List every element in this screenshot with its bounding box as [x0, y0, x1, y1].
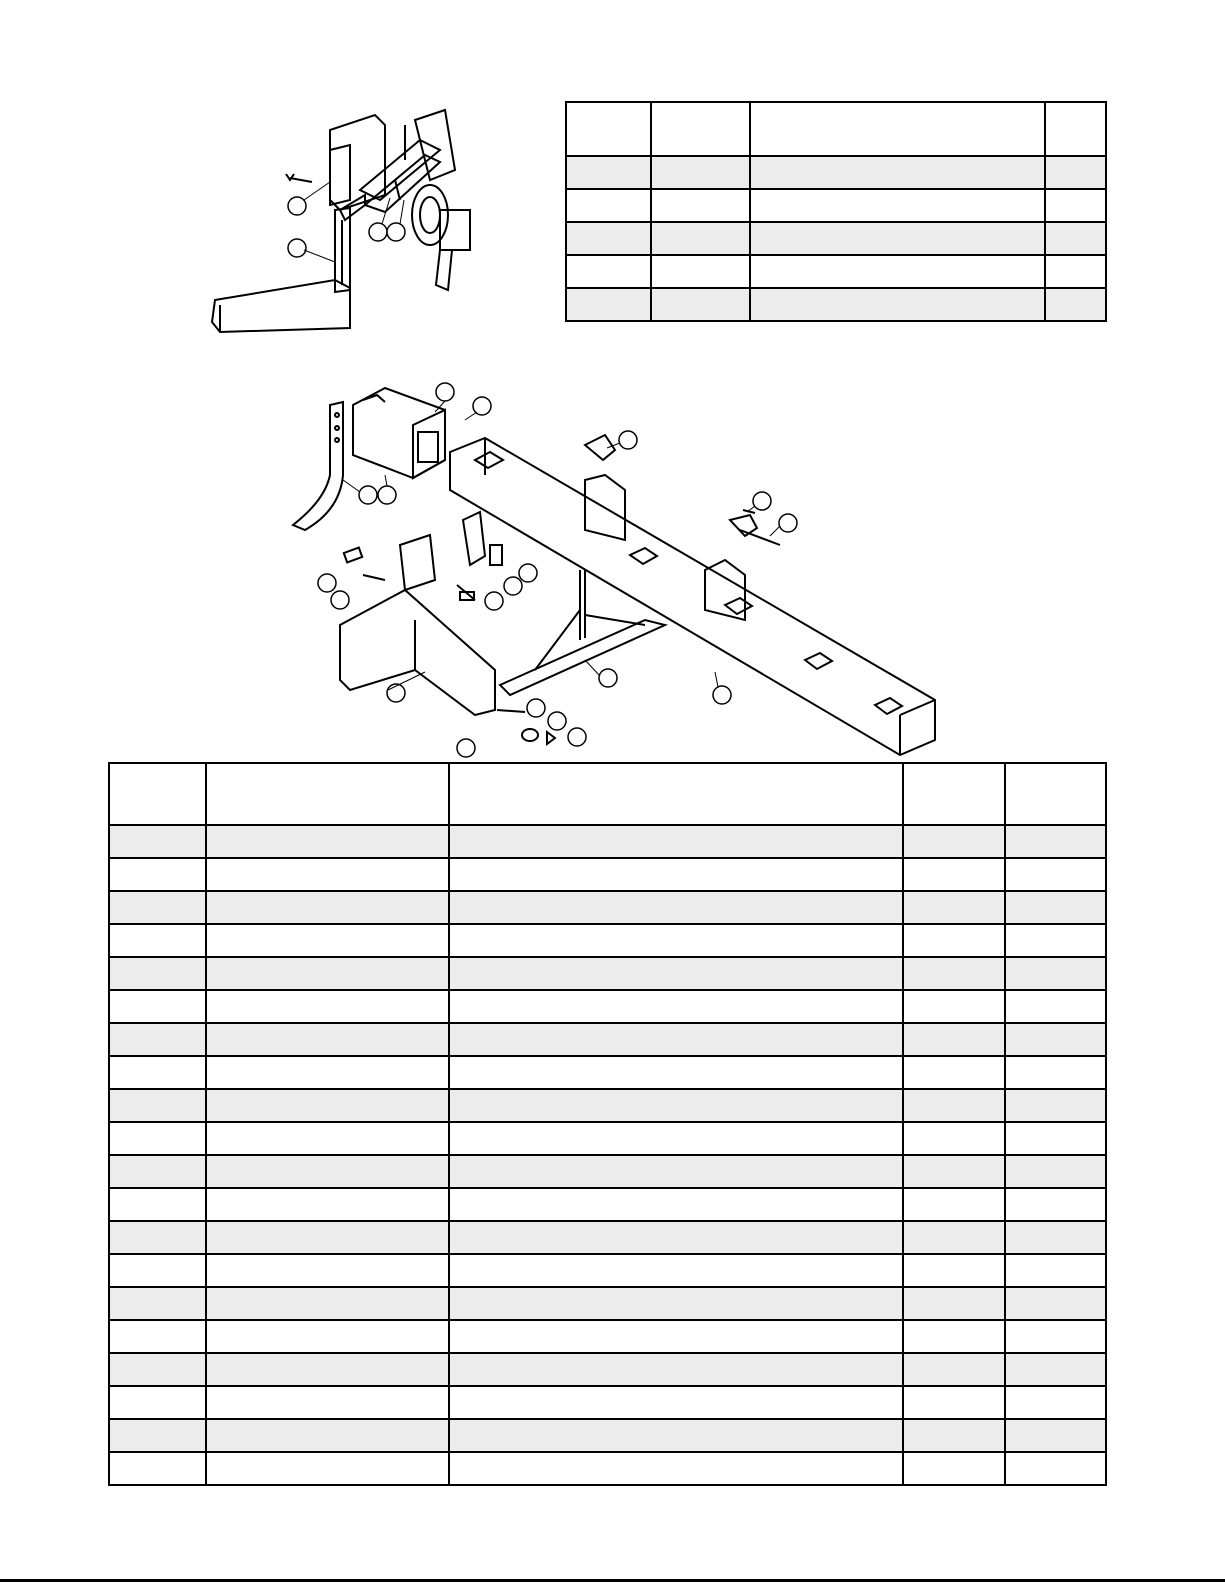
table-cell	[109, 1386, 206, 1419]
table-cell	[206, 1320, 449, 1353]
table-cell	[206, 1023, 449, 1056]
table-cell	[206, 1155, 449, 1188]
table-cell	[109, 858, 206, 891]
table-cell	[1005, 990, 1106, 1023]
table-row	[566, 189, 1106, 222]
table-cell	[206, 1188, 449, 1221]
table-cell	[750, 222, 1045, 255]
bottom-table-header-cell	[206, 763, 449, 825]
table-cell	[1005, 1386, 1106, 1419]
callout-circle	[359, 486, 377, 504]
table-cell	[1005, 1254, 1106, 1287]
table-row	[109, 924, 1106, 957]
table-cell	[651, 156, 750, 189]
table-cell	[1005, 924, 1106, 957]
table-row	[109, 1452, 1106, 1485]
bottom-table-header-cell	[903, 763, 1005, 825]
callout-circle	[548, 712, 566, 730]
table-cell	[651, 255, 750, 288]
table-cell	[903, 858, 1005, 891]
top-table-header-cell	[750, 102, 1045, 156]
table-cell	[566, 156, 651, 189]
table-cell	[750, 189, 1045, 222]
table-cell	[109, 1155, 206, 1188]
table-cell	[206, 1089, 449, 1122]
bottom-parts-table	[108, 762, 1107, 1486]
callout-circle	[436, 383, 454, 401]
table-row	[566, 222, 1106, 255]
table-cell	[903, 891, 1005, 924]
callout-circle	[387, 223, 405, 241]
table-cell	[109, 924, 206, 957]
table-cell	[449, 1023, 903, 1056]
table-row	[109, 1254, 1106, 1287]
table-cell	[1005, 1155, 1106, 1188]
table-cell	[651, 288, 750, 321]
callout-circle	[378, 486, 396, 504]
footer-rule	[0, 1579, 1225, 1582]
table-cell	[903, 924, 1005, 957]
table-cell	[651, 222, 750, 255]
top-table-header-cell	[566, 102, 651, 156]
table-cell	[109, 1254, 206, 1287]
table-row	[566, 288, 1106, 321]
table-cell	[566, 222, 651, 255]
callout-circle	[457, 739, 475, 757]
table-cell	[206, 825, 449, 858]
callout-circle	[504, 577, 522, 595]
table-cell	[903, 990, 1005, 1023]
table-cell	[1045, 156, 1106, 189]
table-cell	[109, 1056, 206, 1089]
table-cell	[1005, 1122, 1106, 1155]
table-cell	[903, 1353, 1005, 1386]
table-cell	[109, 1188, 206, 1221]
bottom-table-header-cell	[449, 763, 903, 825]
table-cell	[1005, 1287, 1106, 1320]
table-cell	[903, 1023, 1005, 1056]
table-cell	[449, 1419, 903, 1452]
table-row	[566, 156, 1106, 189]
table-cell	[651, 189, 750, 222]
table-cell	[903, 1419, 1005, 1452]
callout-circle	[753, 492, 771, 510]
table-cell	[109, 957, 206, 990]
table-cell	[109, 1452, 206, 1485]
table-cell	[903, 1188, 1005, 1221]
table-cell	[1005, 1221, 1106, 1254]
table-cell	[449, 1188, 903, 1221]
table-cell	[449, 1353, 903, 1386]
table-cell	[1045, 189, 1106, 222]
table-cell	[206, 1386, 449, 1419]
table-cell	[109, 1089, 206, 1122]
table-cell	[449, 957, 903, 990]
table-cell	[903, 1320, 1005, 1353]
table-cell	[750, 288, 1045, 321]
table-cell	[903, 957, 1005, 990]
table-cell	[566, 189, 651, 222]
callout-circle	[288, 197, 306, 215]
table-cell	[449, 1254, 903, 1287]
table-cell	[1005, 1056, 1106, 1089]
table-cell	[1005, 957, 1106, 990]
table-row	[109, 1287, 1106, 1320]
callout-circle	[527, 699, 545, 717]
table-cell	[109, 1287, 206, 1320]
table-cell	[206, 1254, 449, 1287]
table-cell	[109, 891, 206, 924]
table-cell	[109, 1320, 206, 1353]
table-cell	[1005, 1188, 1106, 1221]
table-row	[109, 891, 1106, 924]
table-row	[109, 1056, 1106, 1089]
callout-circle	[318, 574, 336, 592]
table-cell	[449, 858, 903, 891]
table-cell	[206, 1353, 449, 1386]
table-cell	[449, 1320, 903, 1353]
table-row	[109, 1320, 1106, 1353]
callout-circle	[568, 728, 586, 746]
callout-circle	[387, 684, 405, 702]
table-cell	[109, 1122, 206, 1155]
table-cell	[449, 1155, 903, 1188]
table-cell	[206, 1056, 449, 1089]
table-cell	[1005, 891, 1106, 924]
table-cell	[206, 1221, 449, 1254]
table-cell	[206, 1419, 449, 1452]
table-cell	[1005, 1452, 1106, 1485]
top-parts-table	[565, 101, 1107, 322]
table-cell	[750, 255, 1045, 288]
callout-circle	[485, 592, 503, 610]
table-cell	[903, 1122, 1005, 1155]
table-row	[566, 255, 1106, 288]
table-cell	[449, 1056, 903, 1089]
table-cell	[1005, 1320, 1106, 1353]
table-cell	[109, 1419, 206, 1452]
table-cell	[449, 924, 903, 957]
table-cell	[109, 1221, 206, 1254]
table-cell	[206, 1287, 449, 1320]
table-cell	[449, 825, 903, 858]
table-cell	[903, 1254, 1005, 1287]
table-cell	[449, 1089, 903, 1122]
table-cell	[109, 1353, 206, 1386]
bottom-table-header-cell	[1005, 763, 1106, 825]
callout-circle	[519, 564, 537, 582]
table-cell	[109, 1023, 206, 1056]
table-cell	[449, 1221, 903, 1254]
table-cell	[903, 1056, 1005, 1089]
callout-circle	[331, 591, 349, 609]
table-cell	[1005, 1353, 1106, 1386]
table-cell	[1045, 288, 1106, 321]
table-row	[109, 1386, 1106, 1419]
table-cell	[903, 1452, 1005, 1485]
table-cell	[449, 1287, 903, 1320]
table-cell	[206, 990, 449, 1023]
table-cell	[1005, 858, 1106, 891]
table-row	[109, 1353, 1106, 1386]
table-cell	[449, 1452, 903, 1485]
table-cell	[206, 957, 449, 990]
top-table-header-cell	[1045, 102, 1106, 156]
table-cell	[1005, 1023, 1106, 1056]
table-cell	[903, 1155, 1005, 1188]
table-cell	[903, 1089, 1005, 1122]
table-cell	[206, 1452, 449, 1485]
callout-circle	[288, 239, 306, 257]
callout-circle	[369, 223, 387, 241]
table-cell	[566, 288, 651, 321]
table-cell	[566, 255, 651, 288]
table-cell	[1005, 1419, 1106, 1452]
table-cell	[206, 924, 449, 957]
table-cell	[1005, 825, 1106, 858]
table-cell	[1045, 255, 1106, 288]
top-table-header-cell	[651, 102, 750, 156]
table-cell	[449, 1386, 903, 1419]
table-cell	[206, 891, 449, 924]
callout-circle	[779, 514, 797, 532]
table-cell	[109, 825, 206, 858]
table-row	[109, 1155, 1106, 1188]
table-cell	[449, 1122, 903, 1155]
table-cell	[449, 990, 903, 1023]
table-row	[109, 957, 1106, 990]
table-cell	[449, 891, 903, 924]
table-row	[109, 1023, 1106, 1056]
table-cell	[206, 1122, 449, 1155]
table-cell	[903, 1221, 1005, 1254]
shank-assembly-drawing	[190, 100, 490, 350]
callout-circle	[713, 686, 731, 704]
callout-circle	[619, 431, 637, 449]
table-row	[109, 858, 1106, 891]
table-row	[109, 825, 1106, 858]
table-cell	[109, 990, 206, 1023]
table-row	[109, 1089, 1106, 1122]
table-cell	[903, 825, 1005, 858]
table-cell	[1045, 222, 1106, 255]
table-cell	[903, 1287, 1005, 1320]
table-row	[109, 1419, 1106, 1452]
table-cell	[903, 1386, 1005, 1419]
table-row	[109, 1188, 1106, 1221]
table-cell	[750, 156, 1045, 189]
table-row	[109, 1221, 1106, 1254]
table-cell	[206, 858, 449, 891]
callout-circle	[599, 669, 617, 687]
table-row	[109, 990, 1106, 1023]
table-row	[109, 1122, 1106, 1155]
table-cell	[1005, 1089, 1106, 1122]
bottom-table-header-cell	[109, 763, 206, 825]
toolbar-frame-drawing	[285, 380, 955, 765]
